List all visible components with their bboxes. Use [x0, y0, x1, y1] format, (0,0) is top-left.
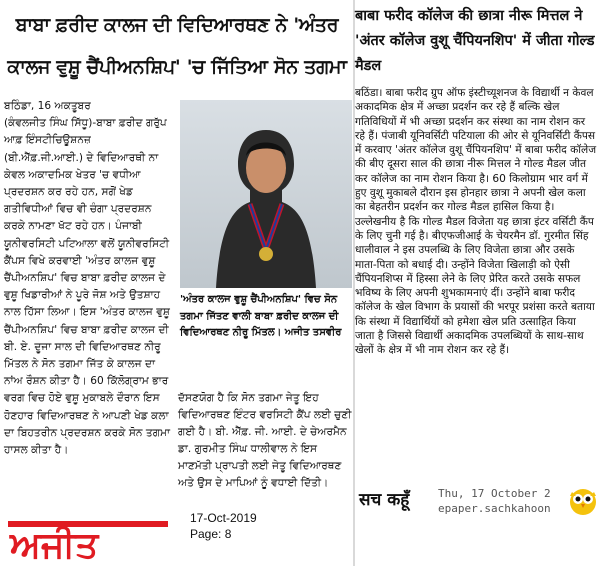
ajit-logo-text: ਅਜੀਤ: [10, 525, 99, 565]
date-line: 17-Oct-2019: [190, 511, 257, 525]
student-photo: [180, 100, 352, 288]
owl-mascot-icon: [568, 484, 598, 516]
sachkahoon-footer: [355, 484, 600, 526]
left-body-continued: ਦੱਸਣਯੋਗ ਹੈ ਕਿ ਸੋਨ ਤਗਮਾ ਜੇਤੂ ਇਹ ਵਿਦਿਆਰਥਣ ਇੰਟਰ ਵਰਸਿਟੀ ਕੈਂਪ ਲਈ ਚੁਣੀ ਗਈ ਹੈ। ਬੀ. ਐੱਫ਼. ਜੀ. ਆਈ. ਦੇ ਚੇਅਰਮੈਨ ਡਾ. ਗੁਰਮੀਤ ਸਿੰਘ ਧਾਲੀਵਾਲ ਨੇ ਇਸ ਮਾਣਮੱਤੀ ਪ੍ਰਾਪਤੀ ਲਈ ਜੇਤੂ ਵਿਦਿਆਰਥਣ ਅਤੇ ਉਸ ਦੇ ਮਾਪਿਆਂ ਨੂੰ ਵਧਾਈ ਦਿੱਤੀ।: [178, 392, 352, 489]
page-line: Page: 8: [190, 527, 232, 541]
footer-date: Thu, 17 October 2: [438, 487, 551, 500]
sachkahoon-logo: सच कहूँ: [359, 490, 410, 510]
photo-caption: 'ਅੰਤਰ ਕਾਲਜ ਵੁਸ਼ੂ ਚੈਂਪੀਅਨਸ਼ਿਪ' ਵਿਚ ਸੋਨ ਤਗਮਾ ਜਿੱਤਣ ਵਾਲੀ ਬਾਬਾ ਫ਼ਰੀਦ ਕਾਲਜ ਦੀ ਵਿਦਿਆਰਥਣ ਨੀਰੂ ਮਿੱਤਲ। ਅਜੀਤ ਤਸਵੀਰ: [180, 294, 342, 338]
edition-date: [190, 510, 257, 542]
right-body: बठिंडा। बाबा फरीद ग्रुप ऑफ इंस्टीच्यूशनज के विद्यार्थी न केवल अकादमिक क्षेत्र में अच्छा प्रदर्शन कर रहे हैं बल्कि खेल गतिविधियों में भी अच्छा प्रदर्शन कर संस्था का नाम रोशन कर रहे हैं। पंजाबी यूनिवर्सिटी पटियाला की ओर से यूनिवर्सिटी कैंपस में करवाए 'अंतर कॉलेज वुशू चैंपियनशिप' में बाबा फरीद कॉलेज की बीए दूसरा साल की छात्रा नीरू मित्तल ने गोल्ड मैडल जीत कर कॉलेज का नाम रोशन किया है। 60 किलोग्राम भार वर्ग में हुए वुशू मुकाबले दौरान इस होनहार छात्रा ने अपनी खेल कला का बेहतरीन प्रदर्शन कर गोल्ड मैडल हासिल किया है। उल्लेखनीय है कि गोल्ड मैडल विजेता यह छात्रा इंटर वर्सिटी कैंप के लिए चुनी गई है। बीएफजीआई के चेयरमैन डॉ. गुरमीत सिंह धालीवाल ने इस उपलब्धि के लिए विजेता छात्रा और उसके माता-पिता को बधाई दी। उन्होंने विजेता खिलाड़ी को ऐसी चैंपियनशिप्स में हिस्सा लेने के लिए प्रेरित करते उसके सफल भविष्य के लिए अपनी शुभकामनाएं दीं। उन्होंने बाबा फरीद कॉलेज के खेल विभाग के प्रयासों की भरपूर प्रशंसा करते बताया कि संस्था में विद्यार्थियों को हमेशा खेल प्रति उत्साहित किया जाता है जिससे विद्यार्थी अकादमिक उपलब्धियों के साथ-साथ खेलों के क्षेत्र में भी नाम रोशन कर रहे हैं।: [355, 87, 597, 357]
footer-url: epaper.sachkahoon: [438, 502, 551, 515]
ajit-logo: [0, 515, 180, 565]
person-icon: [216, 120, 316, 288]
left-headline: ਬਾਬਾ ਫ਼ਰੀਦ ਕਾਲਜ ਦੀ ਵਿਦਿਆਰਥਣ ਨੇ 'ਅੰਤਰ ਕਾਲਜ ਵੁਸ਼ੂ ਚੈਂਪੀਅਨਸ਼ਿਪ' 'ਚ ਜਿੱਤਿਆ ਸੋਨ ਤਗਮਾ: [7, 14, 347, 78]
right-article: [355, 0, 600, 566]
right-headline: बाबा फरीद कॉलेज की छात्रा नीरू मित्तल ने 'अंतर कॉलेज वुशू चैंपियनशिप' में जीता गोल्ड मैडल: [355, 8, 595, 74]
left-body: ਬਠਿੰਡਾ, 16 ਅਕਤੂਬਰ (ਕੰਵਲਜੀਤ ਸਿੰਘ ਸਿੱਧੂ)-ਬਾਬਾ ਫ਼ਰੀਦ ਗਰੁੱਪ ਆਫ਼ ਇੰਸਟੀਚਿਊਸ਼ਨਜ਼ (ਬੀ.ਐੱਫ਼.ਜੀ.ਆਈ.) ਦੇ ਵਿਦਿਆਰਥੀ ਨਾ ਕੇਵਲ ਅਕਾਦਮਿਕ ਖੇਤਰ 'ਚ ਵਧੀਆ ਪ੍ਰਦਰਸ਼ਨ ਕਰ ਰਹੇ ਹਨ, ਸਗੋਂ ਖੇਡ ਗਤੀਵਿਧੀਆਂ ਵਿਚ ਵੀ ਚੰਗਾ ਪ੍ਰਦਰਸ਼ਨ ਕਰਕੇ ਨਾਮਣਾ ਖੱਟ ਰਹੇ ਹਨ। ਪੰਜਾਬੀ ਯੂਨੀਵਰਸਿਟੀ ਪਟਿਆਲਾ ਵਲੋਂ ਯੂਨੀਵਰਸਿਟੀ ਕੈਂਪਸ ਵਿਖੇ ਕਰਵਾਈ 'ਅੰਤਰ ਕਾਲਜ ਵੁਸ਼ੂ ਚੈਂਪੀਅਨਸ਼ਿਪ' ਵਿਚ ਬਾਬਾ ਫ਼ਰੀਦ ਕਾਲਜ ਦੇ ਵੁਸ਼ੂ ਖਿਡਾਰੀਆਂ ਨੇ ਪੂਰੇ ਜੋਸ਼ ਅਤੇ ਉਤਸ਼ਾਹ ਨਾਲ ਹਿੱਸਾ ਲਿਆ। ਇਸ 'ਅੰਤਰ ਕਾਲਜ ਵੁਸ਼ੂ ਚੈਂਪੀਅਨਸ਼ਿਪ' ਵਿਚ ਬਾਬਾ ਫ਼ਰੀਦ ਕਾਲਜ ਦੀ ਬੀ. ਏ. ਦੂਜਾ ਸਾਲ ਦੀ ਵਿਦਿਆਰਥਣ ਨੀਰੂ ਮਿੱਤਲ ਨੇ ਸੋਨ ਤਗਮਾ ਜਿੱਤ ਕੇ ਕਾਲਜ ਦਾ ਨਾਂਅ ਰੌਸ਼ਨ ਕੀਤਾ ਹੈ। 60 ਕਿੱਲੋਗ੍ਰਾਮ ਭਾਰ ਵਰਗ ਵਿਚ ਹੋਏ ਵੁਸ਼ੂ ਮੁਕਾਬਲੇ ਦੌਰਾਨ ਇਸ ਹੋਣਹਾਰ ਵਿਦਿਆਰਥਣ ਨੇ ਆਪਣੀ ਖੇਡ ਕਲਾ ਦਾ ਬਿਹਤਰੀਨ ਪ੍ਰਦਰਸ਼ਨ ਕਰਕੇ ਸੋਨ ਤਗਮਾ ਹਾਸਲ ਕੀਤਾ ਹੈ।: [4, 100, 171, 457]
